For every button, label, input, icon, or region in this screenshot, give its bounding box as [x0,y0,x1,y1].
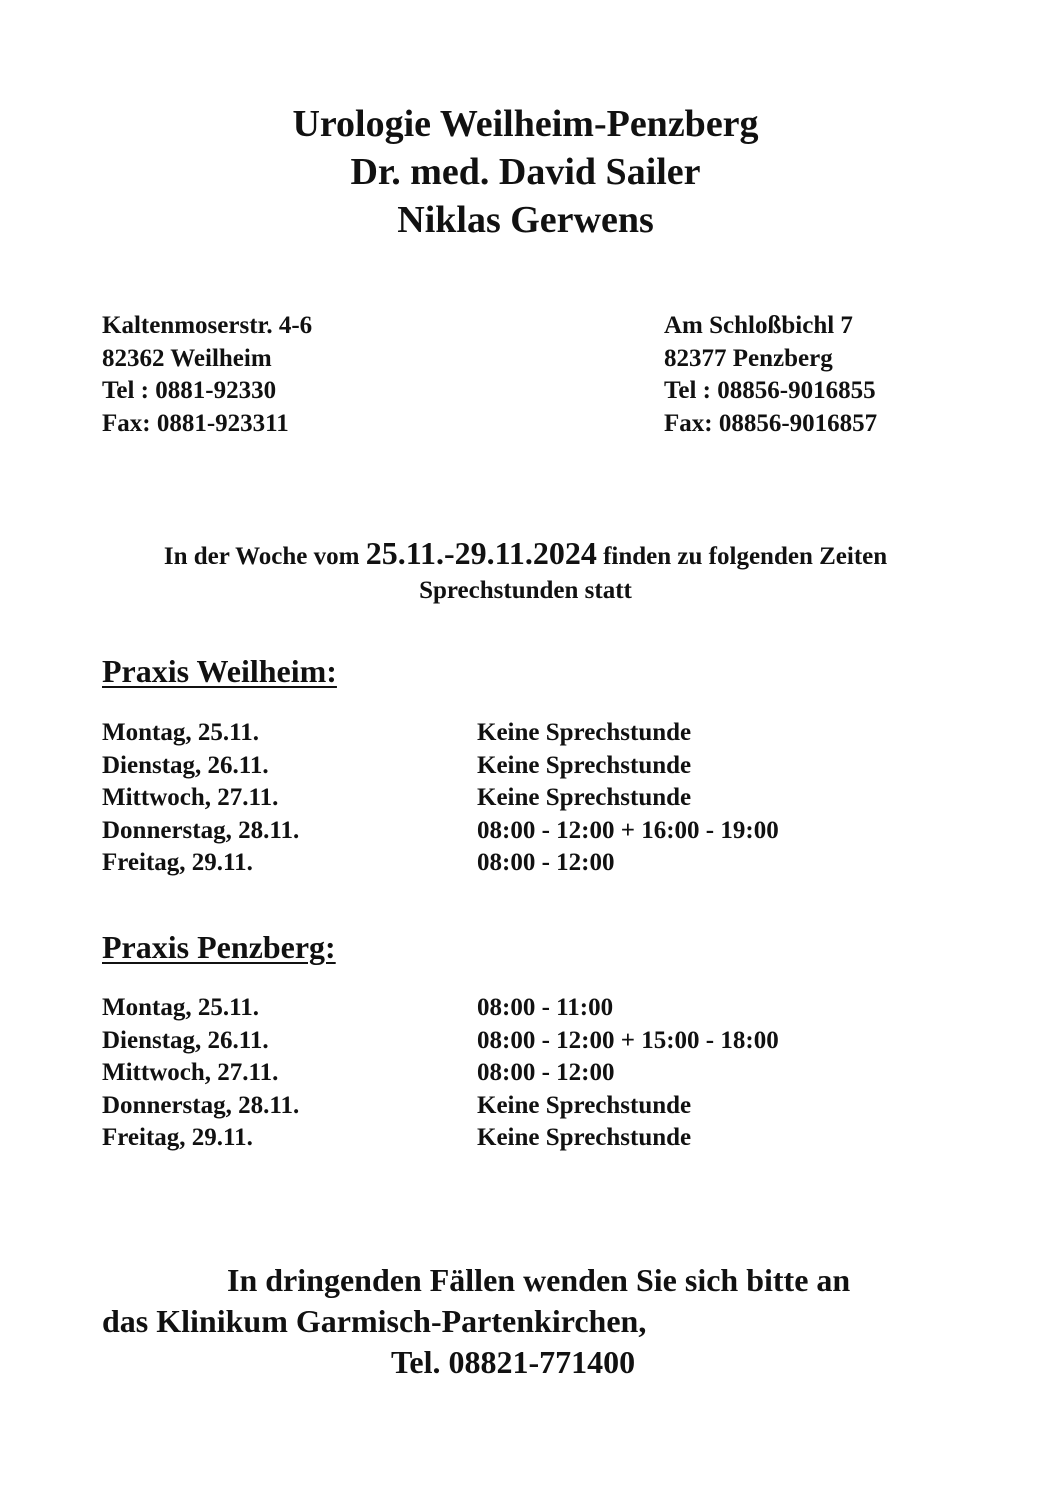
schedule-day: Dienstag, 26.11. [102,1026,269,1054]
schedule-hours: Keine Sprechstunde [477,1124,692,1151]
address-fax: Fax: 08856-9016857 [664,409,878,437]
address-street: Am Schloßbichl 7 [664,312,853,339]
schedule-day: Freitag, 29.11. [102,1124,253,1151]
schedule-row [102,1057,902,1090]
week-date-range: 25.11.-29.11.2024 [365,535,597,571]
week-notice-line2: Sprechstunden statt [419,577,632,604]
schedule-hours: 08:00 - 12:00 [477,1059,615,1086]
schedule-row [102,1025,902,1058]
schedule-row [102,1122,902,1155]
week-prefix: In der Woche vom [163,543,366,570]
week-notice [0,536,1051,608]
schedule-row [102,717,902,750]
urgent-phone: Tel. 08821-771400 [391,1344,636,1380]
schedule-row [102,992,902,1025]
schedule-hours: 08:00 - 12:00 [477,849,615,876]
address-city: 82362 Weilheim [102,344,272,372]
schedule-weilheim [102,717,902,880]
practice-name: Urologie Weilheim-Penzberg [292,103,759,145]
second-doctor-name: Niklas Gerwens [397,199,654,241]
schedule-penzberg [102,992,902,1155]
address-street: Kaltenmoserstr. 4-6 [102,312,313,339]
schedule-hours: Keine Sprechstunde [477,719,692,746]
doctor-name: Dr. med. David Sailer [350,151,701,193]
schedule-row [102,782,902,815]
address-weilheim [102,310,312,440]
schedule-row [102,750,902,783]
schedule-day: Donnerstag, 28.11. [102,1091,300,1119]
schedule-hours: 08:00 - 11:00 [477,994,614,1021]
schedule-row [102,847,902,880]
urgent-line1: In dringenden Fällen wenden Sie sich bitte an [227,1262,851,1298]
schedule-day: Dienstag, 26.11. [102,751,269,779]
schedule-hours: Keine Sprechstunde [477,1091,692,1119]
address-tel: Tel : 0881-92330 [102,377,277,404]
address-tel: Tel : 08856-9016855 [664,377,876,404]
schedule-hours: Keine Sprechstunde [477,751,692,779]
address-fax: Fax: 0881-923311 [102,409,289,437]
schedule-day: Freitag, 29.11. [102,849,253,876]
schedule-day: Mittwoch, 27.11. [102,1059,279,1086]
section-title-weilheim: Praxis Weilheim: [102,653,337,689]
practice-header [0,100,1051,244]
urgent-notice [0,1260,1051,1383]
address-penzberg [664,310,877,440]
urgent-line2: das Klinikum Garmisch-Partenkirchen, [102,1303,647,1339]
address-city: 82377 Penzberg [664,344,833,372]
schedule-hours: 08:00 - 12:00 + 16:00 - 19:00 [477,816,779,844]
week-notice-line1 [0,536,1051,574]
schedule-hours: Keine Sprechstunde [477,784,692,811]
schedule-day: Montag, 25.11. [102,994,259,1021]
section-title-penzberg: Praxis Penzberg: [102,929,336,965]
schedule-row [102,1090,902,1123]
schedule-day: Donnerstag, 28.11. [102,816,300,844]
schedule-hours: 08:00 - 12:00 + 15:00 - 18:00 [477,1026,779,1054]
week-suffix: finden zu folgenden Zeiten [596,543,888,570]
schedule-day: Montag, 25.11. [102,719,259,746]
schedule-row [102,815,902,848]
schedule-day: Mittwoch, 27.11. [102,784,279,811]
